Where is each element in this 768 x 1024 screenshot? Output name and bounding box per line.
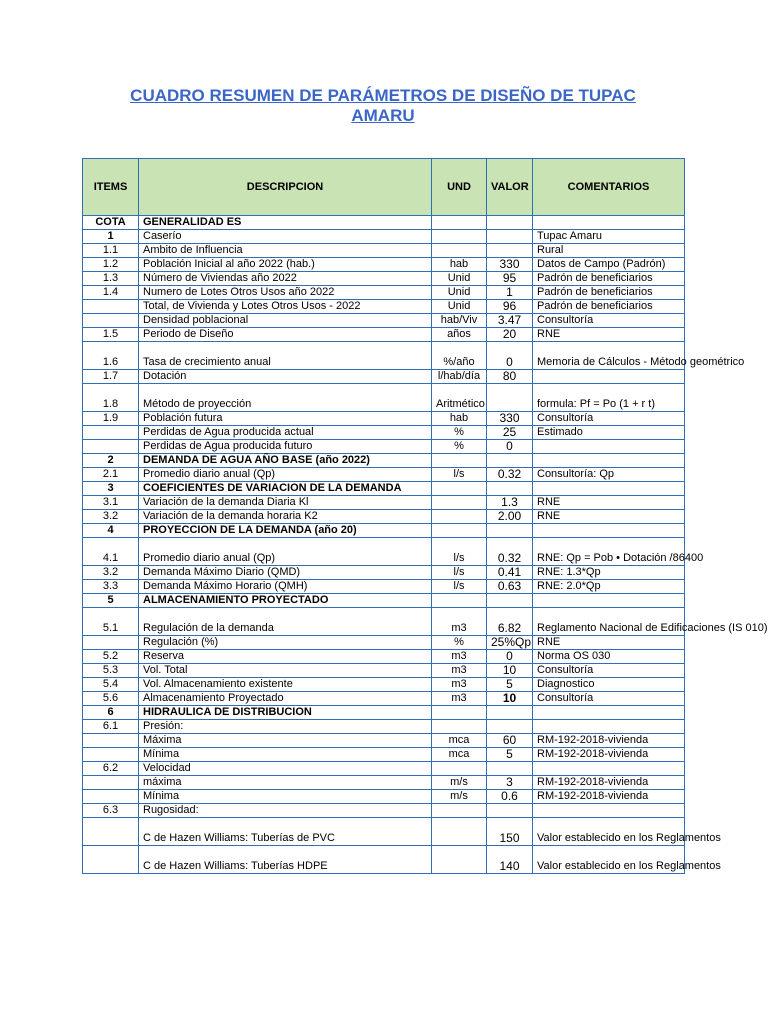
item-cell: 5.3 bbox=[83, 664, 139, 678]
value-cell: 3 bbox=[487, 776, 533, 790]
unit-cell: l/s bbox=[432, 566, 487, 580]
value-cell bbox=[487, 706, 533, 720]
item-cell: 4.1 bbox=[83, 538, 139, 566]
table-row bbox=[83, 720, 685, 734]
description-cell: Periodo de Diseño bbox=[139, 328, 432, 342]
description-cell: Regulación (%) bbox=[139, 636, 432, 650]
unit-cell: % bbox=[432, 426, 487, 440]
value-cell bbox=[487, 804, 533, 818]
description-cell: Número de Viviendas año 2022 bbox=[139, 272, 432, 286]
table-row bbox=[83, 846, 685, 874]
value-cell: 0.41 bbox=[487, 566, 533, 580]
value-cell: 5 bbox=[487, 678, 533, 692]
unit-cell: l/s bbox=[432, 580, 487, 594]
unit-cell bbox=[432, 510, 487, 524]
comment-cell: Diagnostico bbox=[533, 678, 685, 692]
description-cell: Mínima bbox=[139, 790, 432, 804]
header-und: UND bbox=[432, 159, 487, 216]
comment-cell: Rural bbox=[533, 244, 685, 258]
description-cell: Demanda Máximo Diario (QMD) bbox=[139, 566, 432, 580]
unit-cell: l/s bbox=[432, 538, 487, 566]
description-cell: Presión: bbox=[139, 720, 432, 734]
item-cell bbox=[83, 300, 139, 314]
unit-cell bbox=[432, 216, 487, 230]
comment-cell: Padrón de beneficiarios bbox=[533, 286, 685, 300]
table-row bbox=[83, 244, 685, 258]
description-cell: Población futura bbox=[139, 412, 432, 426]
table-row bbox=[83, 678, 685, 692]
item-cell: 6.3 bbox=[83, 804, 139, 818]
unit-cell: m3 bbox=[432, 678, 487, 692]
description-cell: Perdidas de Agua producida futuro bbox=[139, 440, 432, 454]
table-row bbox=[83, 216, 685, 230]
description-cell: Total, de Vivienda y Lotes Otros Usos - 2022 bbox=[139, 300, 432, 314]
description-cell: Caserío bbox=[139, 230, 432, 244]
value-cell: 0.32 bbox=[487, 468, 533, 482]
value-cell: 0 bbox=[487, 440, 533, 454]
description-cell: GENERALIDAD ES bbox=[139, 216, 432, 230]
item-cell bbox=[83, 636, 139, 650]
description-cell: HIDRAULICA DE DISTRIBUCION bbox=[139, 706, 432, 720]
comment-cell: Memoria de Cálculos - Método geométrico bbox=[533, 342, 685, 370]
unit-cell: m3 bbox=[432, 650, 487, 664]
table-row bbox=[83, 440, 685, 454]
description-cell: Almacenamiento Proyectado bbox=[139, 692, 432, 706]
comment-cell: Consultoría bbox=[533, 314, 685, 328]
comment-cell: formula: Pf = Po (1 + r t) bbox=[533, 384, 685, 412]
table-row bbox=[83, 258, 685, 272]
item-cell: 1.7 bbox=[83, 370, 139, 384]
table-row bbox=[83, 804, 685, 818]
item-cell: 3.3 bbox=[83, 580, 139, 594]
value-cell bbox=[487, 244, 533, 258]
description-cell: Rugosidad: bbox=[139, 804, 432, 818]
item-cell: 2 bbox=[83, 454, 139, 468]
value-cell bbox=[487, 454, 533, 468]
value-cell: 95 bbox=[487, 272, 533, 286]
description-cell: Promedio diario anual (Qp) bbox=[139, 468, 432, 482]
description-cell: Variación de la demanda Diaria Kl bbox=[139, 496, 432, 510]
header-descripcion: DESCRIPCION bbox=[139, 159, 432, 216]
comment-cell: RNE: Qp = Pob • Dotación /86400 bbox=[533, 538, 685, 566]
item-cell: 6 bbox=[83, 706, 139, 720]
unit-cell: hab bbox=[432, 412, 487, 426]
unit-cell: Aritmético bbox=[432, 384, 487, 412]
table-row bbox=[83, 300, 685, 314]
unit-cell: mca bbox=[432, 748, 487, 762]
item-cell bbox=[83, 818, 139, 846]
unit-cell bbox=[432, 454, 487, 468]
table-row bbox=[83, 580, 685, 594]
item-cell: 3.2 bbox=[83, 566, 139, 580]
comment-cell: Valor establecido en los Reglamentos bbox=[533, 846, 685, 874]
comment-cell: Padrón de beneficiarios bbox=[533, 272, 685, 286]
comment-cell: Valor establecido en los Reglamentos bbox=[533, 818, 685, 846]
description-cell: Método de proyección bbox=[139, 384, 432, 412]
value-cell: 0 bbox=[487, 650, 533, 664]
table-row bbox=[83, 734, 685, 748]
table-row bbox=[83, 566, 685, 580]
comment-cell bbox=[533, 524, 685, 538]
item-cell bbox=[83, 748, 139, 762]
description-cell: Reserva bbox=[139, 650, 432, 664]
unit-cell: m3 bbox=[432, 608, 487, 636]
unit-cell bbox=[432, 496, 487, 510]
item-cell: 1.1 bbox=[83, 244, 139, 258]
value-cell bbox=[487, 762, 533, 776]
unit-cell bbox=[432, 524, 487, 538]
item-cell: 3.1 bbox=[83, 496, 139, 510]
unit-cell bbox=[432, 482, 487, 496]
comment-cell bbox=[533, 454, 685, 468]
item-cell: 5 bbox=[83, 594, 139, 608]
description-cell: COEFICIENTES DE VARIACION DE LA DEMANDA bbox=[139, 482, 432, 496]
table-row bbox=[83, 706, 685, 720]
unit-cell: años bbox=[432, 328, 487, 342]
description-cell: Densidad poblacional bbox=[139, 314, 432, 328]
comment-cell bbox=[533, 762, 685, 776]
table-row bbox=[83, 412, 685, 426]
description-cell: Vol. Total bbox=[139, 664, 432, 678]
description-cell: Ambito de Influencia bbox=[139, 244, 432, 258]
table-row bbox=[83, 496, 685, 510]
value-cell: 330 bbox=[487, 412, 533, 426]
table-row bbox=[83, 762, 685, 776]
item-cell bbox=[83, 426, 139, 440]
comment-cell bbox=[533, 594, 685, 608]
table-row bbox=[83, 748, 685, 762]
description-cell: Dotación bbox=[139, 370, 432, 384]
table-row bbox=[83, 454, 685, 468]
item-cell: 3.2 bbox=[83, 510, 139, 524]
table-row bbox=[83, 482, 685, 496]
comment-cell bbox=[533, 804, 685, 818]
parameters-table bbox=[82, 158, 768, 874]
unit-cell: mca bbox=[432, 734, 487, 748]
comment-cell bbox=[533, 440, 685, 454]
unit-cell bbox=[432, 846, 487, 874]
item-cell: 1.8 bbox=[83, 384, 139, 412]
value-cell: 10 bbox=[487, 664, 533, 678]
value-cell bbox=[487, 524, 533, 538]
table-row bbox=[83, 286, 685, 300]
table-row bbox=[83, 314, 685, 328]
value-cell: 6.82 bbox=[487, 608, 533, 636]
title-line-2: AMARU bbox=[351, 106, 415, 125]
item-cell bbox=[83, 846, 139, 874]
table-row bbox=[83, 370, 685, 384]
comment-cell: Consultoría: Qp bbox=[533, 468, 685, 482]
table-row bbox=[83, 608, 685, 636]
item-cell: 1.4 bbox=[83, 286, 139, 300]
item-cell bbox=[83, 314, 139, 328]
comment-cell: Consultoría bbox=[533, 692, 685, 706]
comment-cell: RM-192-2018-vivienda bbox=[533, 734, 685, 748]
unit-cell: m3 bbox=[432, 664, 487, 678]
value-cell bbox=[487, 384, 533, 412]
value-cell: 25%Qp bbox=[487, 636, 533, 650]
item-cell: 6.1 bbox=[83, 720, 139, 734]
description-cell: Perdidas de Agua producida actual bbox=[139, 426, 432, 440]
item-cell: 1.2 bbox=[83, 258, 139, 272]
unit-cell: Unid bbox=[432, 300, 487, 314]
comment-cell bbox=[533, 706, 685, 720]
value-cell: 0.32 bbox=[487, 538, 533, 566]
unit-cell: hab/Viv bbox=[432, 314, 487, 328]
item-cell: 4 bbox=[83, 524, 139, 538]
value-cell: 1 bbox=[487, 286, 533, 300]
comment-cell: Consultoría bbox=[533, 412, 685, 426]
value-cell bbox=[487, 230, 533, 244]
value-cell: 10 bbox=[487, 692, 533, 706]
item-cell: COTA bbox=[83, 216, 139, 230]
item-cell: 1.6 bbox=[83, 342, 139, 370]
unit-cell: l/s bbox=[432, 468, 487, 482]
unit-cell: m/s bbox=[432, 790, 487, 804]
comment-cell: RM-192-2018-vivienda bbox=[533, 776, 685, 790]
comment-cell: RNE bbox=[533, 496, 685, 510]
title-line-1: CUADRO RESUMEN DE PARÁMETROS DE DISEÑO DE TUPAC bbox=[130, 86, 636, 105]
comment-cell: Datos de Campo (Padrón) bbox=[533, 258, 685, 272]
description-cell: Variación de la demanda horaria K2 bbox=[139, 510, 432, 524]
item-cell: 5.6 bbox=[83, 692, 139, 706]
value-cell bbox=[487, 216, 533, 230]
value-cell bbox=[487, 594, 533, 608]
description-cell: Vol. Almacenamiento existente bbox=[139, 678, 432, 692]
description-cell: Demanda Máximo Horario (QMH) bbox=[139, 580, 432, 594]
value-cell: 25 bbox=[487, 426, 533, 440]
description-cell: máxima bbox=[139, 776, 432, 790]
comment-cell: RNE bbox=[533, 510, 685, 524]
unit-cell: % bbox=[432, 636, 487, 650]
description-cell: Numero de Lotes Otros Usos año 2022 bbox=[139, 286, 432, 300]
item-cell: 5.1 bbox=[83, 608, 139, 636]
table-row bbox=[83, 524, 685, 538]
description-cell: PROYECCION DE LA DEMANDA (año 20) bbox=[139, 524, 432, 538]
unit-cell: l/hab/día bbox=[432, 370, 487, 384]
value-cell: 150 bbox=[487, 818, 533, 846]
item-cell: 5.2 bbox=[83, 650, 139, 664]
item-cell bbox=[83, 440, 139, 454]
table-row bbox=[83, 230, 685, 244]
unit-cell bbox=[432, 230, 487, 244]
comment-cell bbox=[533, 370, 685, 384]
table-row bbox=[83, 594, 685, 608]
table-row bbox=[83, 342, 685, 370]
table-row bbox=[83, 384, 685, 412]
item-cell bbox=[83, 734, 139, 748]
item-cell: 1 bbox=[83, 230, 139, 244]
value-cell: 0 bbox=[487, 342, 533, 370]
header-comentarios: COMENTARIOS bbox=[533, 159, 685, 216]
item-cell bbox=[83, 776, 139, 790]
description-cell: Mínima bbox=[139, 748, 432, 762]
value-cell: 330 bbox=[487, 258, 533, 272]
table-row bbox=[83, 776, 685, 790]
item-cell: 5.4 bbox=[83, 678, 139, 692]
value-cell: 5 bbox=[487, 748, 533, 762]
unit-cell bbox=[432, 762, 487, 776]
item-cell: 6.2 bbox=[83, 762, 139, 776]
header-items: ITEMS bbox=[83, 159, 139, 216]
description-cell: Velocidad bbox=[139, 762, 432, 776]
value-cell: 2.00 bbox=[487, 510, 533, 524]
table-row bbox=[83, 510, 685, 524]
table-row bbox=[83, 538, 685, 566]
item-cell bbox=[83, 790, 139, 804]
description-cell: Regulación de la demanda bbox=[139, 608, 432, 636]
value-cell: 96 bbox=[487, 300, 533, 314]
description-cell: Máxima bbox=[139, 734, 432, 748]
table-row bbox=[83, 790, 685, 804]
description-cell: DEMANDA DE AGUA AÑO BASE (año 2022) bbox=[139, 454, 432, 468]
comment-cell: Consultoría bbox=[533, 664, 685, 678]
item-cell: 1.5 bbox=[83, 328, 139, 342]
unit-cell bbox=[432, 804, 487, 818]
unit-cell bbox=[432, 594, 487, 608]
document-title bbox=[82, 86, 684, 126]
unit-cell: hab bbox=[432, 258, 487, 272]
unit-cell: m/s bbox=[432, 776, 487, 790]
unit-cell: %/año bbox=[432, 342, 487, 370]
description-cell: Tasa de crecimiento anual bbox=[139, 342, 432, 370]
comment-cell: RNE: 2.0*Qp bbox=[533, 580, 685, 594]
unit-cell: m3 bbox=[432, 692, 487, 706]
value-cell: 60 bbox=[487, 734, 533, 748]
table-row bbox=[83, 636, 685, 650]
value-cell: 140 bbox=[487, 846, 533, 874]
value-cell: 0.6 bbox=[487, 790, 533, 804]
comment-cell: Tupac Amaru bbox=[533, 230, 685, 244]
value-cell: 20 bbox=[487, 328, 533, 342]
value-cell: 0.63 bbox=[487, 580, 533, 594]
item-cell: 3 bbox=[83, 482, 139, 496]
comment-cell: RNE bbox=[533, 636, 685, 650]
comment-cell: RNE bbox=[533, 328, 685, 342]
table-row bbox=[83, 468, 685, 482]
value-cell: 80 bbox=[487, 370, 533, 384]
comment-cell: Estimado bbox=[533, 426, 685, 440]
unit-cell: Unid bbox=[432, 272, 487, 286]
table-row bbox=[83, 818, 685, 846]
table-row bbox=[83, 664, 685, 678]
description-cell: ALMACENAMIENTO PROYECTADO bbox=[139, 594, 432, 608]
item-cell: 1.3 bbox=[83, 272, 139, 286]
comment-cell bbox=[533, 482, 685, 496]
table-row bbox=[83, 328, 685, 342]
table-row bbox=[83, 650, 685, 664]
comment-cell: RM-192-2018-vivienda bbox=[533, 790, 685, 804]
unit-cell: Unid bbox=[432, 286, 487, 300]
unit-cell bbox=[432, 706, 487, 720]
comment-cell: Norma OS 030 bbox=[533, 650, 685, 664]
unit-cell bbox=[432, 244, 487, 258]
table-header-row bbox=[83, 159, 685, 216]
value-cell: 3.47 bbox=[487, 314, 533, 328]
unit-cell bbox=[432, 818, 487, 846]
comment-cell: RM-192-2018-vivienda bbox=[533, 748, 685, 762]
comment-cell bbox=[533, 216, 685, 230]
description-cell: C de Hazen Williams: Tuberías HDPE bbox=[139, 846, 432, 874]
comment-cell: Reglamento Nacional de Edificaciones (IS 010) bbox=[533, 608, 685, 636]
description-cell: Promedio diario anual (Qp) bbox=[139, 538, 432, 566]
comment-cell: RNE: 1.3*Qp bbox=[533, 566, 685, 580]
description-cell: Población Inicial al año 2022 (hab.) bbox=[139, 258, 432, 272]
item-cell: 2.1 bbox=[83, 468, 139, 482]
unit-cell bbox=[432, 720, 487, 734]
value-cell bbox=[487, 482, 533, 496]
table-row bbox=[83, 692, 685, 706]
value-cell bbox=[487, 720, 533, 734]
description-cell: C de Hazen Williams: Tuberías de PVC bbox=[139, 818, 432, 846]
value-cell: 1.3 bbox=[487, 496, 533, 510]
unit-cell: % bbox=[432, 440, 487, 454]
table-body bbox=[83, 216, 768, 874]
table-row bbox=[83, 426, 685, 440]
item-cell: 1.9 bbox=[83, 412, 139, 426]
header-valor: VALOR bbox=[487, 159, 533, 216]
table-row bbox=[83, 272, 685, 286]
comment-cell: Padrón de beneficiarios bbox=[533, 300, 685, 314]
comment-cell bbox=[533, 720, 685, 734]
